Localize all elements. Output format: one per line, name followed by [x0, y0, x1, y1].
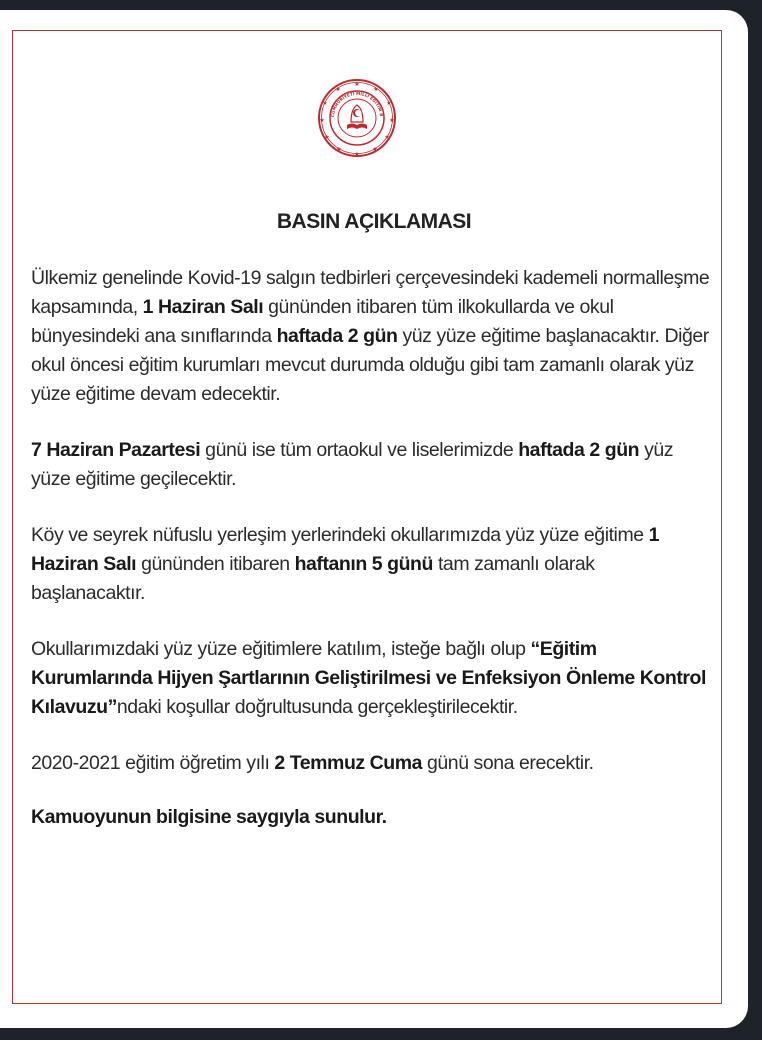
svg-text:★: ★: [389, 117, 395, 124]
document-title: BASIN AÇIKLAMASI: [276, 210, 472, 233]
svg-text:★: ★: [386, 100, 392, 107]
svg-text:★: ★: [354, 81, 360, 88]
paragraph-3: Köy ve seyrek nüfuslu yerleşim yerlerindeki okullarımızda yüz yüze eğitime 1 Haziran Salı gününden itibaren haftanın 5 günü tam zamanlı olarak başlanacaktır.: [31, 524, 660, 604]
ministry-seal-logo: [317, 78, 397, 158]
svg-text:★: ★: [384, 134, 390, 141]
paragraph-2: 7 Haziran Pazartesi günü ise tüm ortaokul ve liselerimizde haftada 2 gün yüz yüze eğitime geçilecektir.: [31, 439, 674, 490]
paragraph-4: Okullarımızdaki yüz yüze eğitimlere katılım, isteğe bağlı olup “Eğitim Kurumlarında Hijyen Şartlarının Geliştirilmesi ve Enfeksiyon Önleme Kontrol Kılavuzu”ndaki koşullar doğrultusunda gerçekleştirilecektir.: [31, 638, 706, 718]
svg-text:★: ★: [354, 151, 360, 158]
paragraph-1: Ülkemiz genelinde Kovid-19 salgın tedbirleri çerçevesindeki kademeli normalleşme kapsamında, 1 Haziran Salı gününden itibaren tüm ilkokullarda ve okul bünyesindeki ana sınıflarında haftada 2 gün yüz yüze eğitime başlanacaktır. Diğer okul öncesi eğitim kurumları mevcut durumda olduğu gibi tam zamanlı olarak yüz yüze eğitime devam edecektir.: [31, 267, 710, 405]
press-release-card: [0, 10, 748, 1028]
svg-text:★: ★: [335, 86, 341, 93]
paragraph-5: 2020-2021 eğitim öğretim yılı 2 Temmuz Cuma günü sona erecektir.: [31, 752, 594, 774]
closing-line: Kamuoyunun bilgisine saygıyla sunulur.: [31, 806, 387, 828]
svg-text:★: ★: [373, 86, 379, 93]
svg-text:★: ★: [372, 146, 378, 153]
svg-text:★: ★: [336, 146, 342, 153]
svg-text:TÜRKİYE CUMHURİYETİ MİLLİ EĞİT: CUMHURİYETİ MİLLİ EĞİTİM B: [329, 90, 384, 118]
svg-text:★: ★: [319, 117, 325, 124]
svg-text:★: ★: [324, 134, 330, 141]
document-body: [31, 264, 711, 859]
svg-text:★: ★: [322, 100, 328, 107]
